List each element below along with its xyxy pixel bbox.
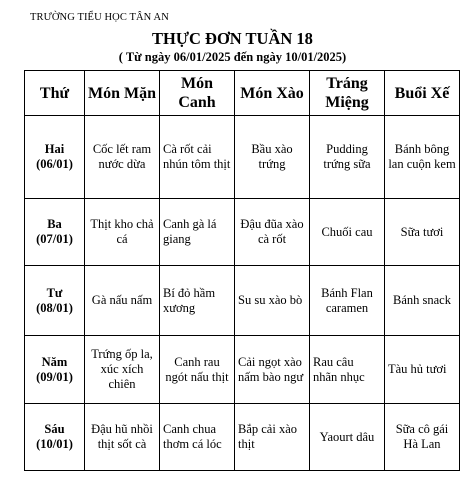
page-title: THỰC ĐƠN TUẦN 18 <box>152 29 313 48</box>
header-dessert: Tráng Miệng <box>310 71 385 116</box>
menu-cell: Sữa cô gái Hà Lan <box>385 404 460 471</box>
menu-cell: Thịt kho chả cá <box>85 199 160 266</box>
menu-cell: Chuối cau <box>310 199 385 266</box>
day-name: Ba <box>47 217 62 231</box>
table-row <box>25 404 460 471</box>
menu-cell: Đậu đũa xào cà rốt <box>235 199 310 266</box>
school-name: TRƯỜNG TIỂU HỌC TÂN AN <box>30 12 169 23</box>
day-date: (07/01) <box>36 232 73 246</box>
menu-cell: Cà rốt cải nhún tôm thịt <box>160 116 235 199</box>
date-range: ( Từ ngày 06/01/2025 đến ngày 10/01/2025) <box>118 50 347 64</box>
table-row <box>25 266 460 336</box>
day-date: (09/01) <box>36 369 73 384</box>
menu-cell: Tàu hủ tươi <box>385 336 460 404</box>
table-row <box>25 199 460 266</box>
day-cell <box>25 336 85 404</box>
day-cell <box>25 404 85 471</box>
header-day: Thứ <box>25 71 85 116</box>
header-soup: Món Canh <box>160 71 235 116</box>
menu-cell: Su su xào bò <box>235 266 310 336</box>
menu-cell: Bí đỏ hầm xương <box>160 266 235 336</box>
header-row <box>25 71 460 116</box>
day-date: (08/01) <box>36 300 73 315</box>
menu-cell: Cốc lết ram nước dừa <box>85 116 160 199</box>
menu-cell: Gà nấu nấm <box>85 266 160 336</box>
day-name: Sáu <box>44 422 65 436</box>
day-name: Tư <box>46 285 63 300</box>
day-cell <box>25 116 85 199</box>
day-date: (06/01) <box>36 157 73 171</box>
day-cell <box>25 266 85 336</box>
menu-cell: Đậu hũ nhồi thịt sốt cà <box>85 404 160 471</box>
header-stir-fry: Món Xào <box>235 71 310 116</box>
menu-table <box>24 70 460 471</box>
menu-cell: Canh chua thơm cá lóc <box>160 404 235 471</box>
menu-cell: Bánh Flan caramen <box>310 266 385 336</box>
day-cell <box>25 199 85 266</box>
menu-cell: Trứng ốp la, xúc xích chiên <box>85 336 160 404</box>
menu-cell: Cải ngọt xào nấm bào ngư <box>235 336 310 404</box>
menu-cell: Canh rau ngót nấu thịt <box>160 336 235 404</box>
menu-cell: Bánh snack <box>385 266 460 336</box>
table-row <box>25 336 460 404</box>
menu-cell: Bánh bông lan cuộn kem <box>385 116 460 199</box>
day-name: Hai <box>44 142 65 156</box>
day-name: Năm <box>41 354 68 369</box>
menu-cell: Rau câu nhãn nhục <box>310 336 385 404</box>
menu-cell: Pudding trứng sữa <box>310 116 385 199</box>
menu-cell: Canh gà lá giang <box>160 199 235 266</box>
menu-cell: Yaourt dâu <box>310 404 385 471</box>
header-main-dish: Món Mặn <box>85 71 160 116</box>
header-afternoon-snack: Buổi Xế <box>385 71 460 116</box>
menu-cell: Sữa tươi <box>385 199 460 266</box>
day-date: (10/01) <box>36 437 73 451</box>
menu-cell: Bắp cải xào thịt <box>235 404 310 471</box>
table-row <box>25 116 460 199</box>
menu-cell: Bầu xào trứng <box>235 116 310 199</box>
